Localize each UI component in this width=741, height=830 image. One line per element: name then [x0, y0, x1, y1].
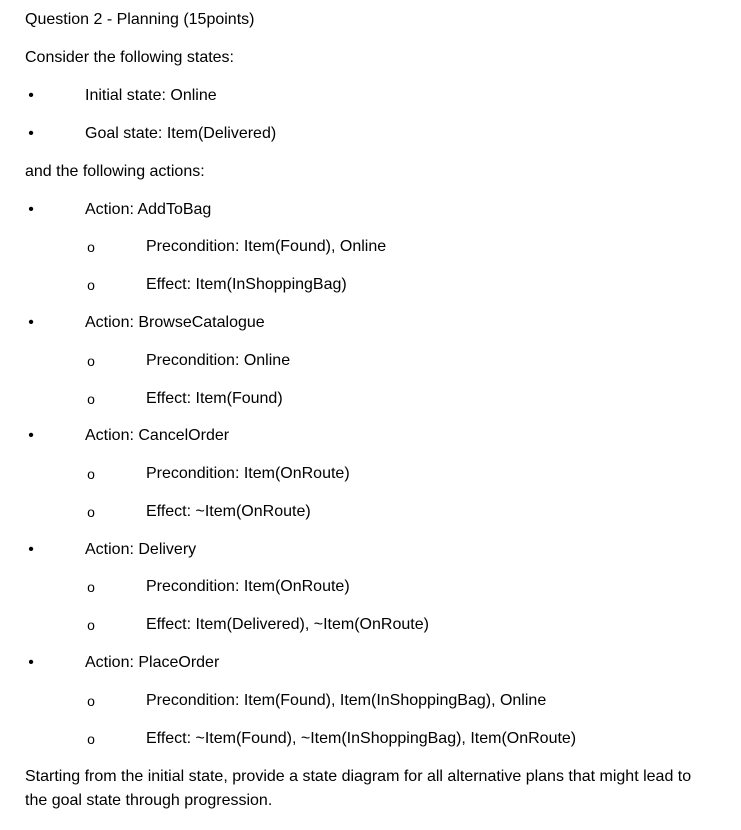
sub-bullet-marker: o	[87, 504, 95, 520]
action-effect: Effect: Item(Delivered), ~Item(OnRoute)	[146, 616, 429, 633]
action-label: Action: CancelOrder	[85, 427, 230, 444]
sub-bullet-marker: o	[87, 579, 95, 595]
action-label: Action: AddToBag	[85, 201, 212, 218]
sub-bullet-marker: o	[87, 731, 95, 747]
bullet-marker: •	[28, 201, 34, 218]
initial-state-item: Initial state: Online	[85, 87, 217, 104]
action-precondition: Precondition: Item(OnRoute)	[146, 465, 350, 482]
bullet-marker: •	[28, 541, 34, 558]
sub-bullet-marker: o	[87, 693, 95, 709]
closing-paragraph: Starting from the initial state, provide a state diagram for all alternative plans that might lead to the goal state through progression.	[25, 768, 692, 809]
action-precondition: Precondition: Item(Found), Item(InShoppingBag), Online	[146, 692, 547, 709]
bullet-marker: •	[28, 87, 34, 104]
action-label: Action: PlaceOrder	[85, 654, 220, 671]
sub-bullet-marker: o	[87, 277, 95, 293]
goal-state-item: Goal state: Item(Delivered)	[85, 125, 277, 142]
bullet-marker: •	[28, 125, 34, 142]
sub-bullet-marker: o	[87, 617, 95, 633]
bullet-marker: •	[28, 314, 34, 331]
action-effect: Effect: ~Item(OnRoute)	[146, 503, 311, 520]
actions-intro: and the following actions:	[25, 163, 205, 180]
bullet-marker: •	[28, 427, 34, 444]
action-precondition: Precondition: Online	[146, 352, 291, 369]
sub-bullet-marker: o	[87, 353, 95, 369]
action-label: Action: Delivery	[85, 541, 197, 558]
states-intro: Consider the following states:	[25, 49, 234, 66]
action-effect: Effect: ~Item(Found), ~Item(InShoppingBag), Item(OnRoute)	[146, 730, 577, 747]
question-title: Question 2 - Planning (15points)	[25, 11, 255, 28]
action-label: Action: BrowseCatalogue	[85, 314, 265, 331]
action-precondition: Precondition: Item(Found), Online	[146, 238, 387, 255]
bullet-marker: •	[28, 654, 34, 671]
sub-bullet-marker: o	[87, 466, 95, 482]
sub-bullet-marker: o	[87, 391, 95, 407]
sub-bullet-marker: o	[87, 239, 95, 255]
action-effect: Effect: Item(InShoppingBag)	[146, 276, 347, 293]
action-precondition: Precondition: Item(OnRoute)	[146, 578, 350, 595]
action-effect: Effect: Item(Found)	[146, 390, 283, 407]
